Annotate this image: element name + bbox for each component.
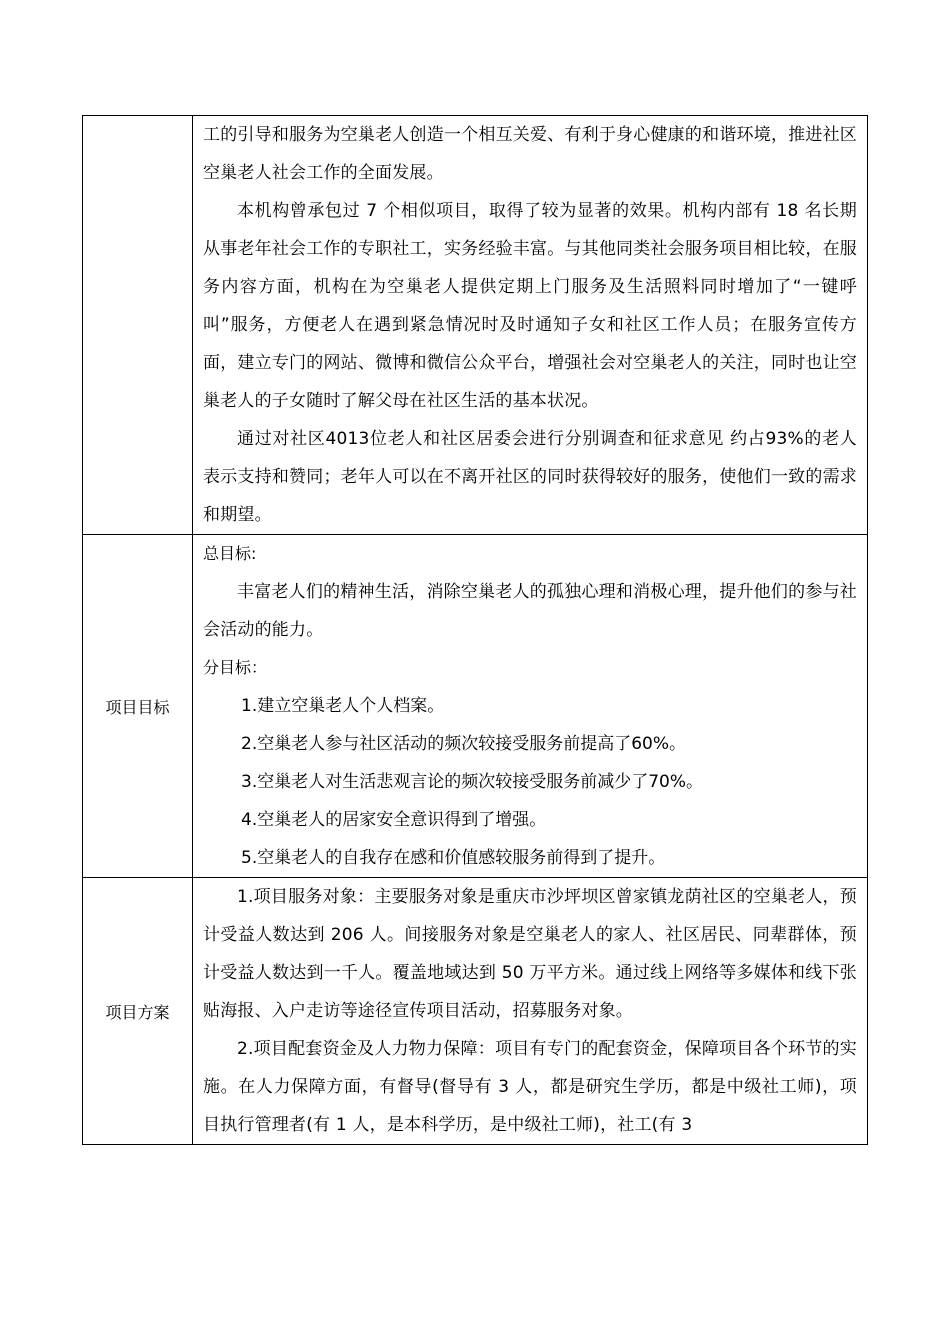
sub-goal-item: 3.空巢老人对生活悲观言论的频次较接受服务前减少了70%。 [241,772,704,792]
row-content [193,535,868,878]
total-goal-text: 丰富老人们的精神生活，消除空巢老人的孤独心理和消极心理，提升他们的参与社会活动的能力。 [203,582,857,640]
document-table [82,115,868,1145]
sub-goal-item: 5.空巢老人的自我存在感和价值感较服务前得到了提升。 [241,848,666,868]
row-label [83,116,193,535]
total-goal-heading: 总目标: [203,544,257,563]
paragraph: 2.项目配套资金及人力物力保障：项目有专门的配套资金，保障项目各个环节的实施。在人力保障方面，有督导(督导有 3 人，都是研究生学历，都是中级社工师)，项目执行管理者(有 1 人，是本科学历，是中级社工师)，社工(有 3 [203,1039,857,1135]
row-content [193,116,868,535]
sub-goal-item: 4.空巢老人的居家安全意识得到了增强。 [241,810,547,830]
sub-goal-heading: 分目标： [203,658,268,677]
row-label-project-plan: 项目方案 [83,878,193,1145]
row-content [193,878,868,1145]
sub-goal-item: 2.空巢老人参与社区活动的频次较接受服务前提高了60%。 [241,734,687,754]
paragraph: 通过对社区4013位老人和社区居委会进行分别调查和征求意见 约占93%的老人表示支持和赞同；老年人可以在不离开社区的同时获得较好的服务，使他们一致的需求和期望。 [203,429,857,525]
table-row [83,535,868,878]
paragraph: 1.项目服务对象：主要服务对象是重庆市沙坪坝区曾家镇龙荫社区的空巢老人，预计受益人数达到 206 人。间接服务对象是空巢老人的家人、社区居民、同辈群体，预计受益人数达到一千人。覆盖地域达到 50 万平方米。通过线上网络等多媒体和线下张贴海报、入户走访等途径宣传项目活动，招募服务对象。 [203,887,857,1021]
row-label-project-goals: 项目目标 [83,535,193,878]
paragraph: 工的引导和服务为空巢老人创造一个相互关爱、有利于身心健康的和谐环境，推进社区空巢老人社会工作的全面发展。 [203,125,857,183]
paragraph: 本机构曾承包过 7 个相似项目，取得了较为显著的效果。机构内部有 18 名长期从事老年社会工作的专职社工，实务经验丰富。与其他同类社会服务项目相比较，在服务内容方面，机构在为空巢老人提供定期上门服务及生活照料同时增加了“一键呼叫”服务，方便老人在遇到紧急情况时及时通知子女和社区工作人员；在服务宣传方面，建立专门的网站、微博和微信公众平台，增强社会对空巢老人的关注，同时也让空巢老人的子女随时了解父母在社区生活的基本状况。 [203,201,857,411]
table-row [83,116,868,535]
sub-goal-item: 1.建立空巢老人个人档案。 [241,696,445,716]
table-row [83,878,868,1145]
